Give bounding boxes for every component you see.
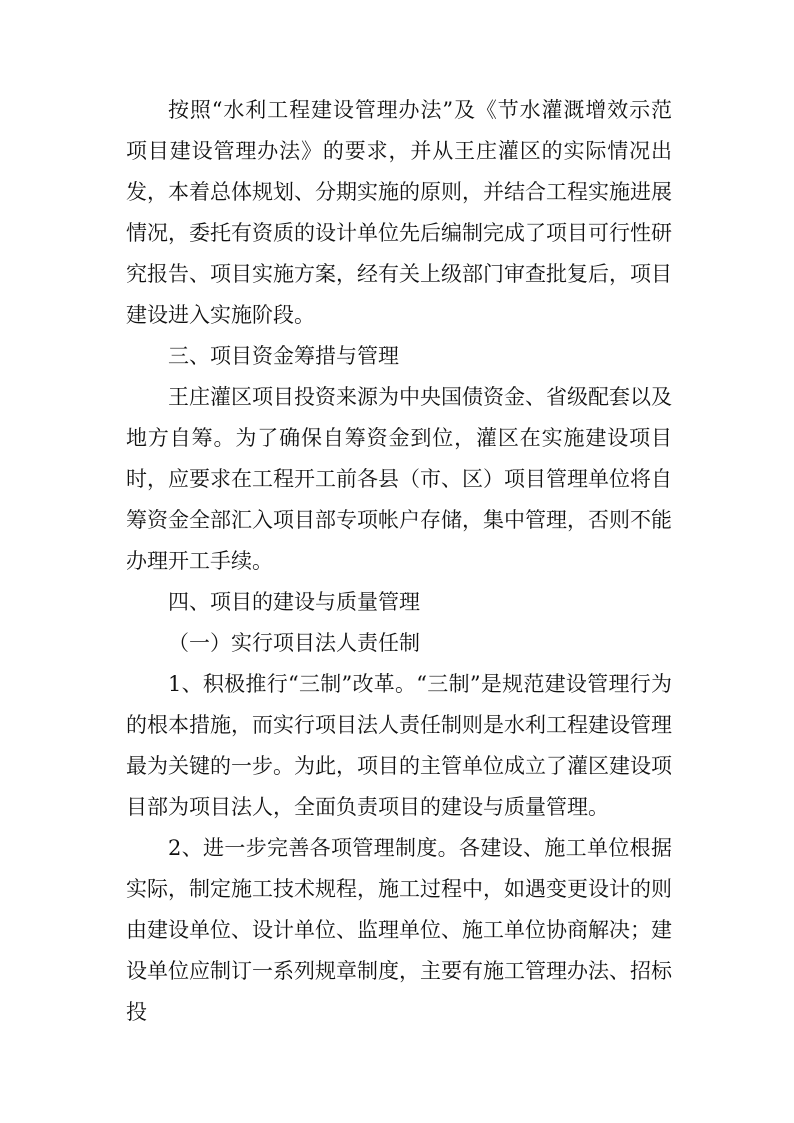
paragraph-management-rules: 2、进一步完善各项管理制度。各建设、施工单位根据实际，制定施工技术规程，施工过程中，如遇变更设计的则由建设单位、设计单位、监理单位、施工单位协商解决；建设单位应制订一系列规章制度，主要有施工管理办法、招标投 (126, 836, 672, 1024)
document-body (126, 90, 672, 1033)
paragraph-funding-sources: 王庄灌区项目投资来源为中央国债资金、省级配套以及地方自筹。为了确保自筹资金到位，灌区在实施建设项目时，应要求在工程开工前各县（市、区）项目管理单位将自筹资金全部汇入项目部专项帐户存储，集中管理，否则不能办理开工手续。 (126, 385, 672, 573)
section-heading-funding: 三、项目资金筹措与管理 (168, 344, 399, 368)
section-heading-construction-quality: 四、项目的建设与质量管理 (168, 590, 420, 614)
paragraph-project-approval: 按照“水利工程建设管理办法”及《节水灌溉增效示范项目建设管理办法》的要求，并从王庄灌区的实际情况出发，本着总体规划、分期实施的原则，并结合工程实施进展情况，委托有资质的设计单位先后编制完成了项目可行性研究报告、项目实施方案，经有关上级部门审查批复后，项目建设进入实施阶段。 (126, 98, 672, 327)
subsection-heading-legal-person: （一）实行项目法人责任制 (168, 631, 420, 655)
paragraph-three-systems-reform: 1、积极推行“三制”改革。“三制”是规范建设管理行为的根本措施，而实行项目法人责任制则是水利工程建设管理最为关键的一步。为此，项目的主管单位成立了灌区建设项目部为项目法人，全面负责项目的建设与质量管理。 (126, 672, 672, 819)
